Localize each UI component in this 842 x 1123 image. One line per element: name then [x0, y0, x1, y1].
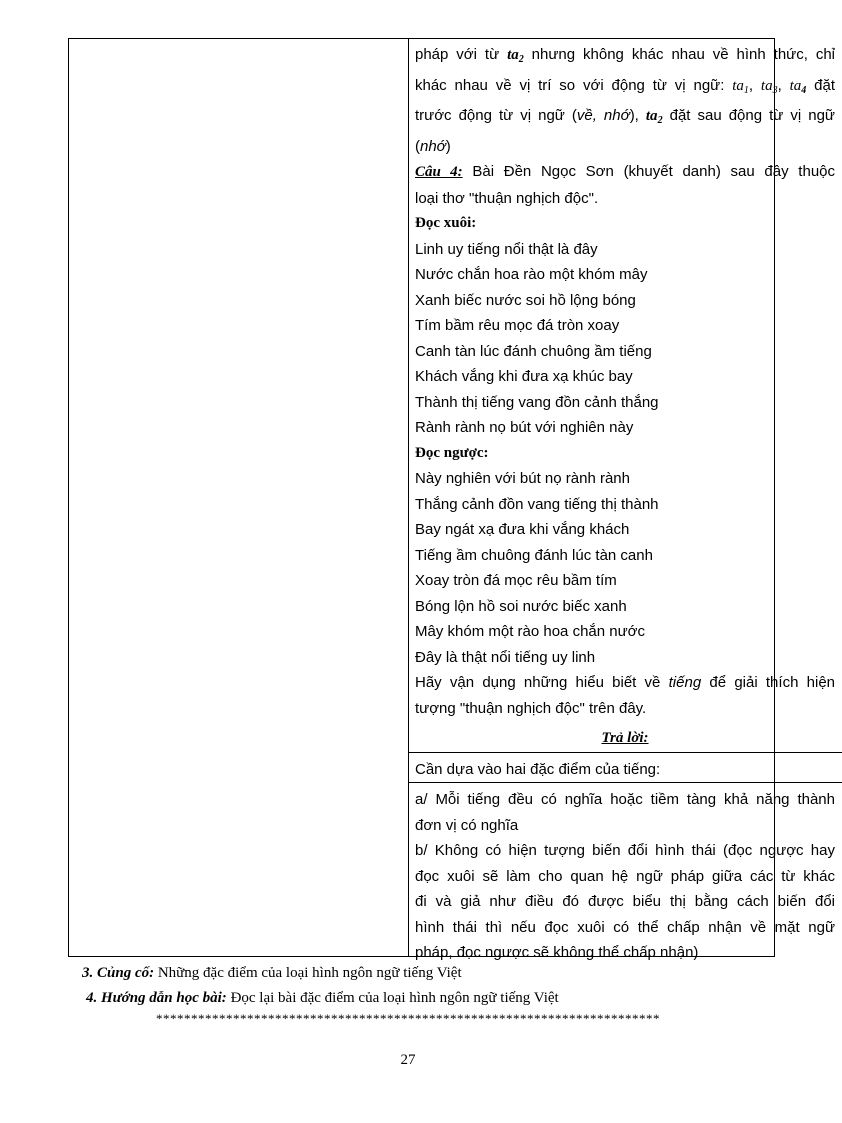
- poem-line: Đây là thật nổi tiếng uy linh: [415, 648, 596, 666]
- poem-line: Bóng lộn hồ soi nước biếc xanh: [415, 597, 627, 615]
- content-cell: [415, 42, 835, 966]
- answer-heading: Trả lời:: [601, 730, 649, 746]
- task-line-2: tượng "thuận nghịch độc" trên đây.: [415, 699, 647, 717]
- question-4-line-2: loại thơ "thuận nghịch độc".: [415, 189, 599, 207]
- poem-line: Khách vắng khi đưa xạ khúc bay: [415, 368, 633, 385]
- answer-heading-row: [415, 725, 835, 752]
- answer-a-line-2: đơn vị có nghĩa: [415, 816, 519, 834]
- answer-b-line: hình thái thì nếu đọc xuôi có thể chấp nhận về mặt ngữ: [415, 918, 835, 936]
- answer-a-line-1: a/ Mỗi tiếng đều có nghĩa hoặc tiềm tàng khả năng thành: [415, 791, 835, 808]
- answer-b-line: đi và giả như điều đó được biểu thị bằng cách biến đổi: [415, 893, 835, 910]
- poem-line: Mây khóm một rào hoa chắn nước: [415, 623, 645, 640]
- answer-intro: Cần dựa vào hai đặc điểm của tiếng:: [415, 760, 661, 778]
- section-3-label: 3. Củng cố:: [82, 965, 155, 981]
- poem-line: Linh uy tiếng nổi thật là đây: [415, 240, 598, 258]
- question-4-line-1: Câu 4: Bài Đền Ngọc Sơn (khuyết danh) sau đây thuộc: [415, 163, 836, 180]
- section-3: 3. Củng cố: Những đặc điểm của loại hình ngôn ngữ tiếng Việt: [82, 965, 462, 981]
- reverse-heading: Đọc ngược:: [415, 444, 489, 461]
- section-4: 4. Hướng dẫn học bài: Đọc lại bài đặc điểm của loại hình ngôn ngữ tiếng Việt: [86, 990, 559, 1006]
- answer-b-line: b/ Không có hiện tượng biến đổi hình thái (đọc ngược hay: [415, 842, 835, 859]
- poem-line: Này nghiên với bút nọ rành rành: [415, 470, 630, 487]
- column-divider: [408, 39, 409, 956]
- poem-line: Thành thị tiếng vang đồn cảnh thắng: [415, 393, 659, 411]
- poem-line: Tiếng ầm chuông đánh lúc tàn canh: [415, 546, 653, 564]
- separator-stars: ************************************************************************: [156, 1011, 660, 1026]
- poem-line: Thắng cảnh đồn vang tiếng thị thành: [415, 495, 659, 513]
- lesson-table: [68, 38, 836, 961]
- poem-line: Nước chắn hoa rào một khóm mây: [415, 266, 648, 283]
- question-4-label: Câu 4:: [415, 164, 463, 180]
- section-4-label: 4. Hướng dẫn học bài:: [86, 990, 227, 1006]
- continuation-line-3: trước động từ vị ngữ (về, nhớ), $ta_2$ đặt sau động từ vị ngữ: [415, 107, 835, 126]
- answer-b-line: đọc xuôi sẽ làm cho quan hệ ngữ pháp giữa các từ khác: [415, 867, 835, 885]
- forward-heading: Đọc xuôi:: [415, 215, 477, 231]
- continuation-line-4: (nhớ): [415, 137, 451, 155]
- answer-b-line: pháp, đọc ngược sẽ không thể chấp nhận): [415, 944, 699, 961]
- reverse-poem: [415, 466, 835, 670]
- poem-line: Xanh biếc nước soi hồ lộng bóng: [415, 291, 636, 309]
- continuation-line-1: pháp với từ $ta_2$ nhưng không khác nhau về hình thức, chỉ: [415, 46, 835, 65]
- lesson-footer: [80, 961, 760, 1011]
- poem-line: Bay ngát xạ đưa khi vắng khách: [415, 521, 630, 538]
- task-line-1: Hãy vận dụng những hiểu biết về tiếng để giải thích hiện: [415, 674, 835, 691]
- poem-line: Tím bầm rêu mọc đá tròn xoay: [415, 317, 620, 334]
- page-number: 27: [400, 1052, 416, 1068]
- forward-poem: [415, 237, 835, 441]
- poem-line: Xoay tròn đá mọc rêu bầm tím: [415, 572, 617, 589]
- poem-line: Canh tàn lúc đánh chuông ầm tiếng: [415, 342, 652, 360]
- continuation-line-2: khác nhau về vị trí so với động từ vị ngữ: $ta_1$, $ta_3$, $ta_4$ đặt: [415, 76, 835, 96]
- poem-line: Rành rành nọ bút với nghiên này: [415, 419, 634, 436]
